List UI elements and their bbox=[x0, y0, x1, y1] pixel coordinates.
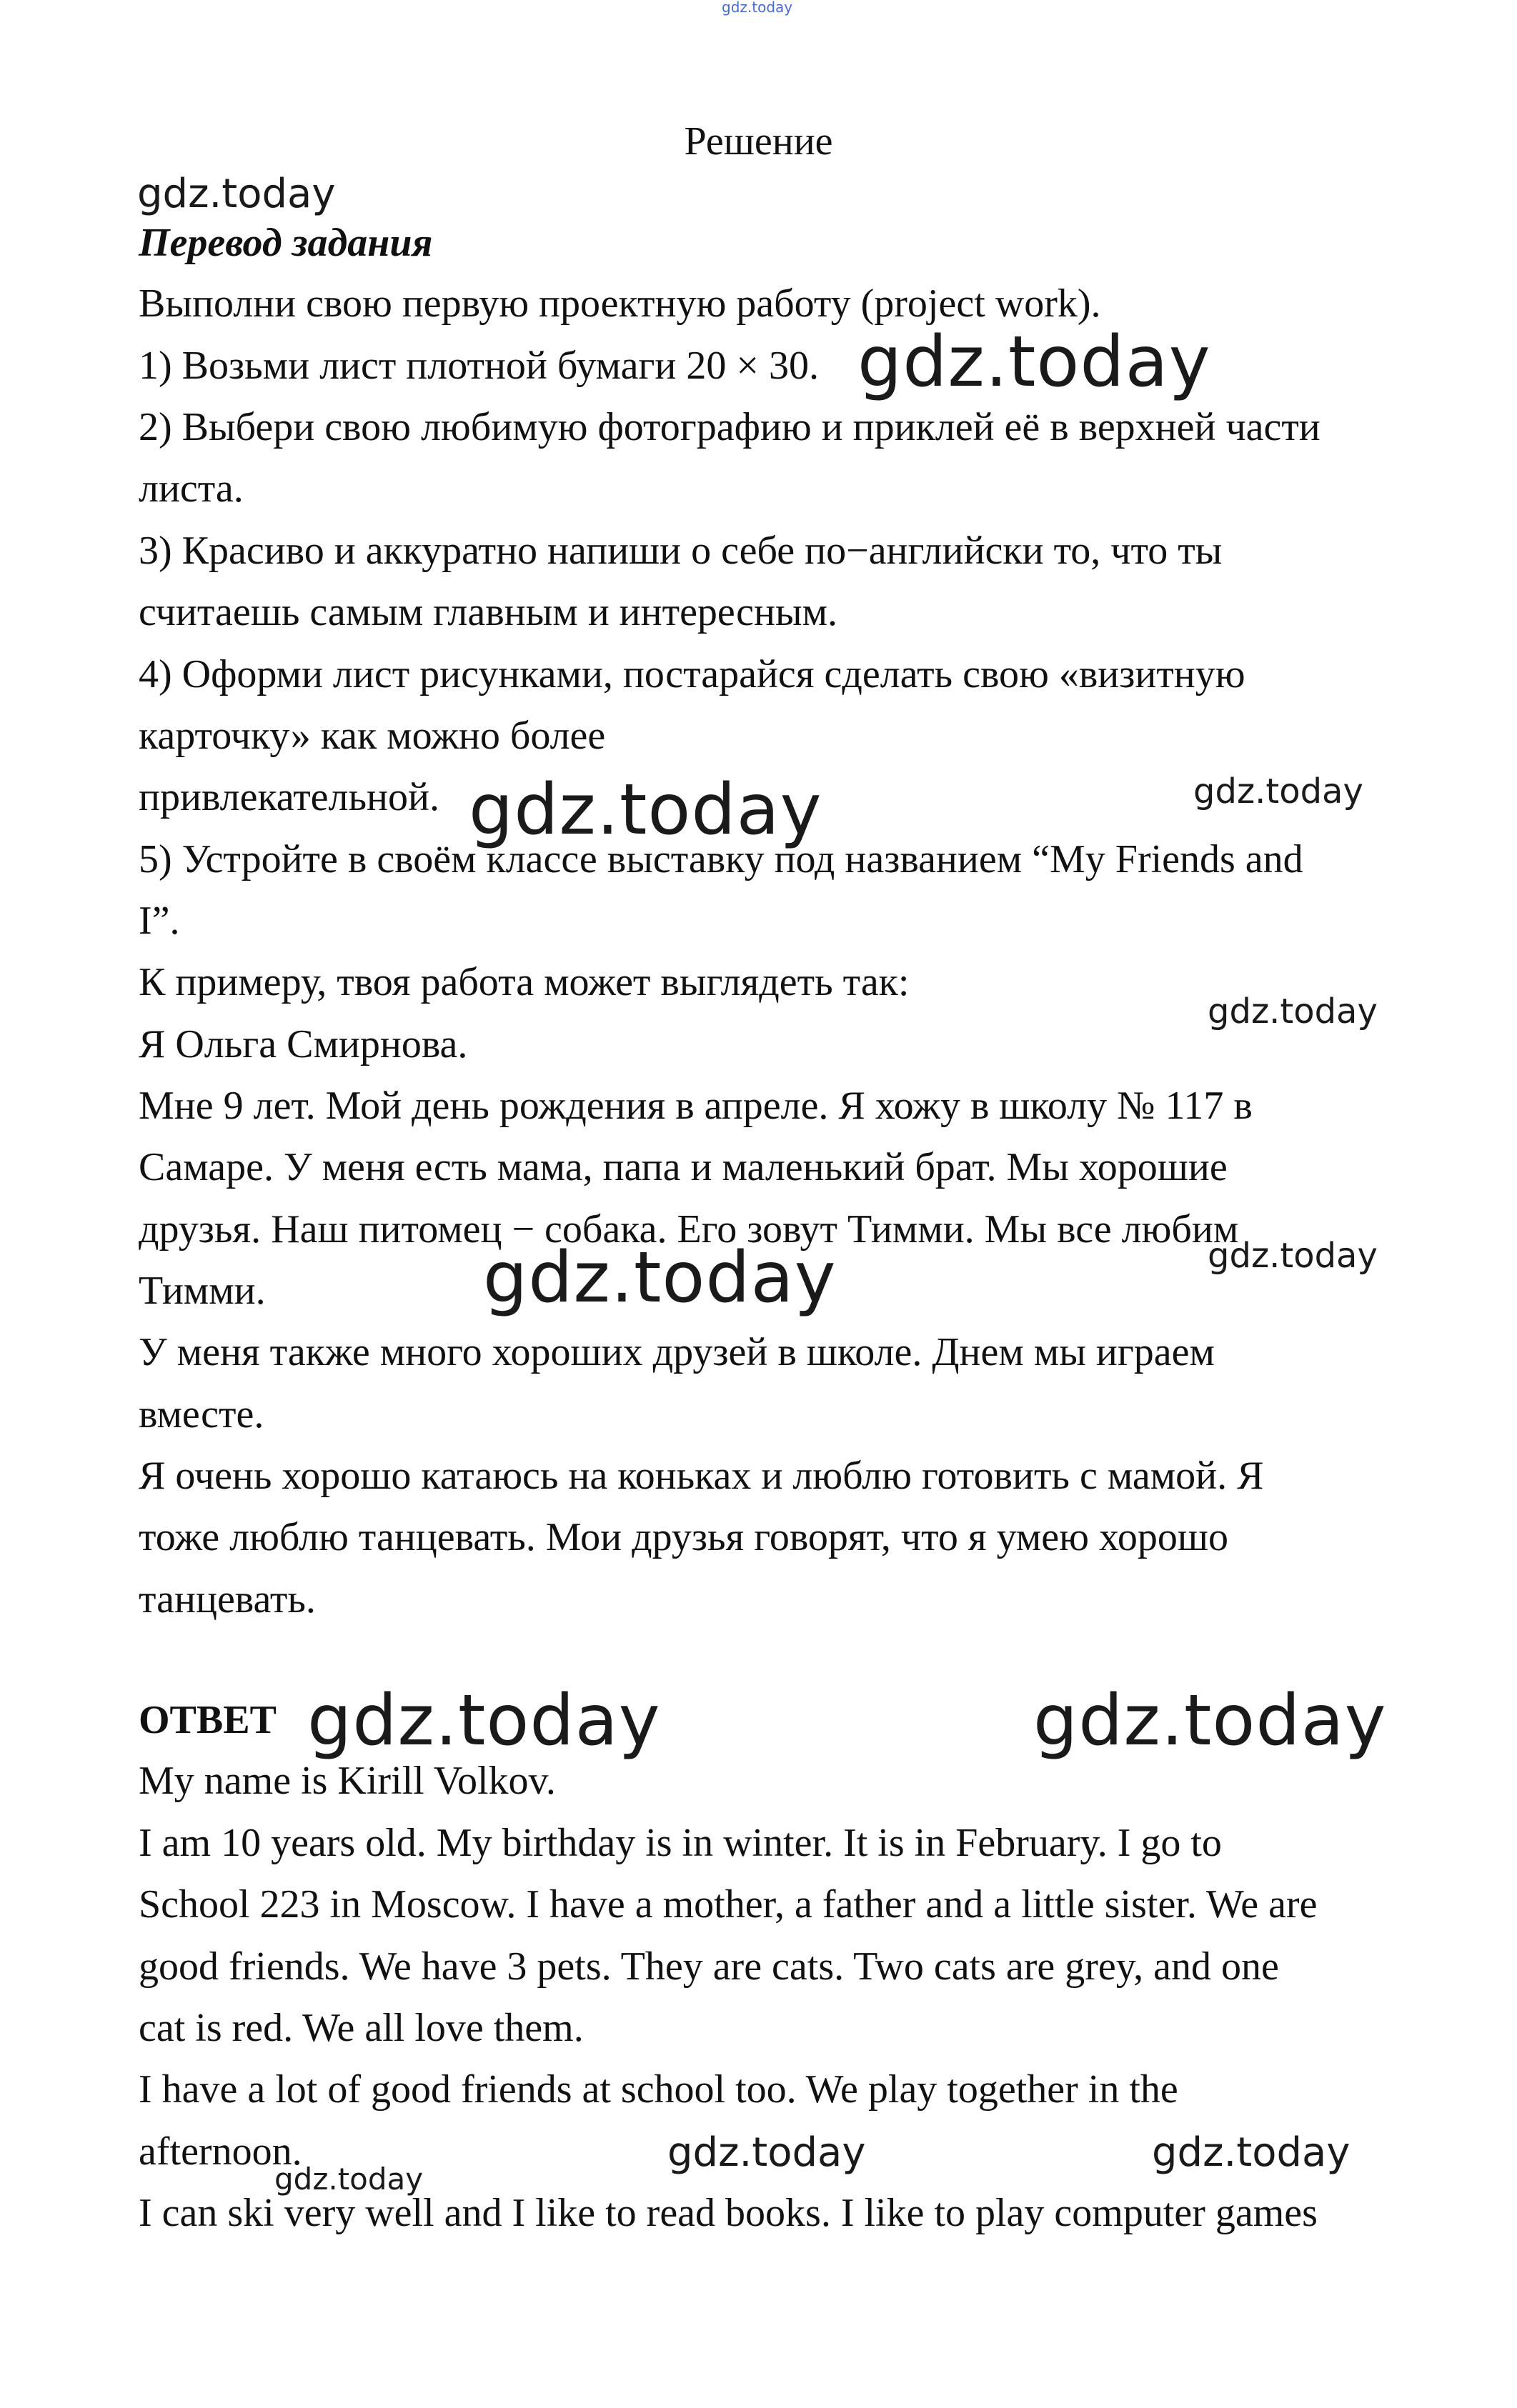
translation-line: 1) Возьми лист плотной бумаги 20 × 30. bbox=[139, 344, 819, 388]
translation-heading: Перевод задания bbox=[139, 221, 433, 265]
translation-line: Я очень хорошо катаюсь на коньках и люблю готовить с мамой. Я bbox=[139, 1454, 1264, 1498]
watermark-top: gdz.today bbox=[722, 0, 793, 16]
translation-line: У меня также много хороших друзей в школе. Днем мы играем bbox=[139, 1330, 1215, 1374]
translation-line: друзья. Наш питомец − собака. Его зовут Тимми. Мы все любим bbox=[139, 1207, 1239, 1252]
answer-line: cat is red. We all love them. bbox=[139, 2006, 584, 2050]
watermark: gdz.today bbox=[469, 769, 822, 851]
watermark: gdz.today bbox=[1208, 991, 1378, 1031]
watermark: gdz.today bbox=[857, 321, 1211, 403]
watermark: gdz.today bbox=[307, 1680, 661, 1762]
translation-line: Я Ольга Смирнова. bbox=[139, 1022, 468, 1066]
translation-line: Выполни свою первую проектную работу (project work). bbox=[139, 281, 1101, 326]
answer-line: good friends. We have 3 pets. They are cats. Two cats are grey, and one bbox=[139, 1944, 1279, 1989]
watermark: gdz.today bbox=[1193, 771, 1363, 811]
watermark: gdz.today bbox=[137, 171, 336, 217]
watermark: gdz.today bbox=[1033, 1680, 1387, 1762]
translation-line: танцевать. bbox=[139, 1577, 316, 1622]
watermark: gdz.today bbox=[483, 1237, 837, 1319]
translation-line: 5) Устройте в своём классе выставку под названием “My Friends and bbox=[139, 837, 1303, 881]
translation-line: 2) Выбери свою любимую фотографию и приклей её в верхней части bbox=[139, 405, 1320, 449]
translation-line: Мне 9 лет. Мой день рождения в апреле. Я хожу в школу № 117 в bbox=[139, 1084, 1253, 1128]
translation-line: вместе. bbox=[139, 1392, 264, 1437]
answer-line: School 223 in Moscow. I have a mother, a father and a little sister. We are bbox=[139, 1882, 1318, 1927]
answer-line: I can ski very well and I like to read books. I like to play computer games bbox=[139, 2191, 1318, 2235]
translation-line: считаешь самым главным и интересным. bbox=[139, 590, 838, 634]
watermark: gdz.today bbox=[274, 2162, 424, 2197]
translation-line: I”. bbox=[139, 899, 180, 943]
translation-line: листа. bbox=[139, 466, 244, 511]
answer-line: I have a lot of good friends at school too. We play together in the bbox=[139, 2067, 1178, 2112]
watermark: gdz.today bbox=[1208, 1236, 1378, 1276]
translation-line: тоже люблю танцевать. Мои друзья говорят, что я умею хорошо bbox=[139, 1515, 1228, 1559]
page-title: Решение bbox=[684, 119, 833, 164]
translation-line: К примеру, твоя работа может выглядеть так: bbox=[139, 960, 910, 1004]
watermark: gdz.today bbox=[667, 2129, 866, 2176]
translation-line: 4) Оформи лист рисунками, постарайся сделать свою «визитную bbox=[139, 652, 1245, 696]
translation-line: Самаре. У меня есть мама, папа и маленький брат. Мы хорошие bbox=[139, 1145, 1228, 1189]
translation-line: 3) Красиво и аккуратно напиши о себе по−английски то, что ты bbox=[139, 529, 1223, 573]
answer-line: I am 10 years old. My birthday is in winter. It is in February. I go to bbox=[139, 1821, 1222, 1865]
answer-line: My name is Kirill Volkov. bbox=[139, 1759, 556, 1803]
answer-line: afternoon. bbox=[139, 2129, 302, 2174]
translation-line: Тимми. bbox=[139, 1269, 266, 1313]
answer-heading: ОТВЕТ bbox=[139, 1698, 277, 1742]
translation-line: привлекательной. bbox=[139, 775, 439, 819]
watermark: gdz.today bbox=[1152, 2129, 1351, 2176]
translation-line: карточку» как можно более bbox=[139, 714, 606, 758]
